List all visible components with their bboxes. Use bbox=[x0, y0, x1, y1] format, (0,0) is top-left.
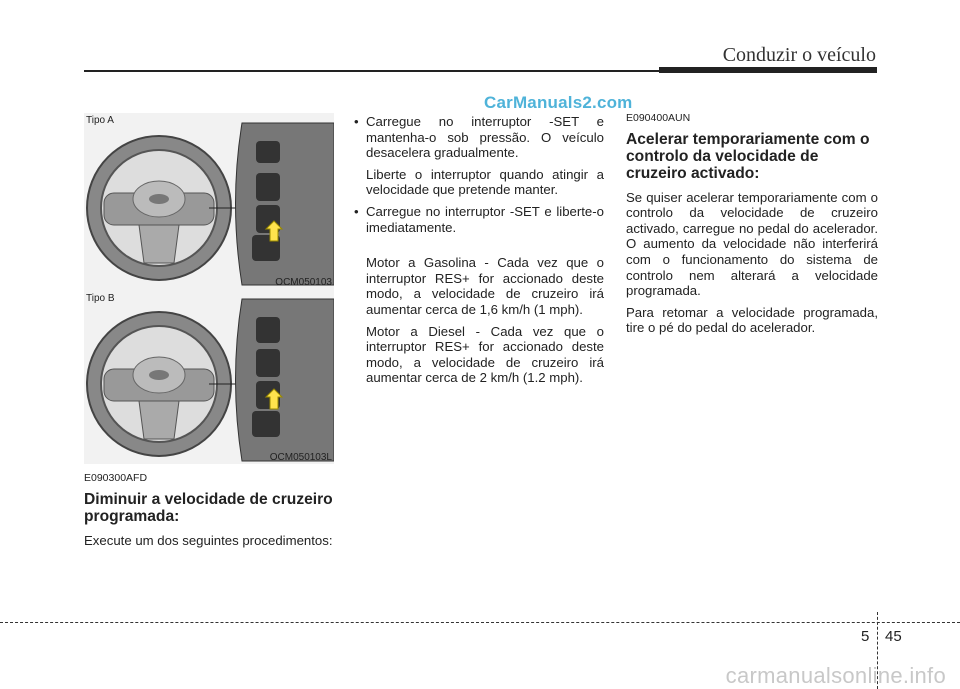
section-code: E090400AUN bbox=[626, 112, 691, 124]
figure-label: Tipo B bbox=[86, 293, 115, 304]
paragraph: Motor a Gasolina - Cada vez que o interruptor RES+ for accionado deste modo, a velocidade de cruzeiro irá aumentar cerca de 1,6 km/h (1 mph). bbox=[366, 255, 604, 317]
steering-wheel-illustration bbox=[84, 289, 334, 464]
header-rule-thick bbox=[659, 67, 877, 73]
figure-steering-wheel-type-b bbox=[84, 289, 334, 464]
list-item bbox=[354, 114, 604, 167]
figure-label: Tipo A bbox=[86, 115, 114, 126]
chapter-title: Conduzir o veículo bbox=[722, 44, 876, 66]
figure-code: OCM050103 bbox=[275, 277, 332, 288]
paragraph: Motor a Diesel - Cada vez que o interruptor RES+ for accionado deste modo, a velocidade de cruzeiro irá aumentar cerca de 2 km/h (1.2 mph). bbox=[366, 323, 604, 386]
header-rule bbox=[84, 70, 659, 72]
paragraph: Para retomar a velocidade programada, tire o pé do pedal do acelerador. bbox=[626, 304, 878, 336]
watermark-link-bottom[interactable]: carmanualsonline.info bbox=[725, 663, 946, 688]
section-heading: Acelerar temporariamente com o controlo da velocidade de cruzeiro activado: bbox=[626, 130, 870, 182]
section-decrease-speed bbox=[84, 471, 334, 554]
bullet-icon: • bbox=[354, 114, 359, 129]
section-accelerate-temporarily bbox=[626, 111, 878, 342]
section-heading: Diminuir a velocidade de cruzeiro programada: bbox=[84, 490, 333, 525]
bullet-text: Carregue no interruptor -SET e liberte-o imediatamente. bbox=[366, 203, 604, 235]
figure-steering-wheel-type-a bbox=[84, 113, 334, 289]
paragraph: Se quiser acelerar temporariamente com o controlo da velocidade de cruzeiro activado, carregue no pedal do acelerador. O aumento da velocidade não interferirá com o funcionamento do sistema de controlo nem alterará a velocidade programada. bbox=[626, 189, 878, 299]
list-item bbox=[354, 204, 604, 241]
footer-rule bbox=[0, 622, 960, 623]
steering-wheel-illustration bbox=[84, 113, 334, 289]
bullet-icon: • bbox=[354, 203, 359, 219]
bullet-text: Carregue no interruptor -SET e mantenha-o sob pressão. O veículo desacelera gradualmente. bbox=[366, 114, 604, 161]
chapter-number: 5 bbox=[861, 628, 870, 645]
column-middle bbox=[354, 114, 604, 392]
paragraph: Liberte o interruptor quando atingir a velocidade que pretende manter. bbox=[366, 166, 604, 198]
paragraph: Execute um dos seguintes procedimentos: bbox=[84, 532, 333, 548]
watermark-link-top[interactable]: CarManuals2.com bbox=[484, 93, 633, 112]
figure-code: OCM050103L bbox=[269, 452, 332, 463]
page-number: 45 bbox=[885, 628, 902, 645]
section-code: E090300AFD bbox=[84, 472, 148, 484]
